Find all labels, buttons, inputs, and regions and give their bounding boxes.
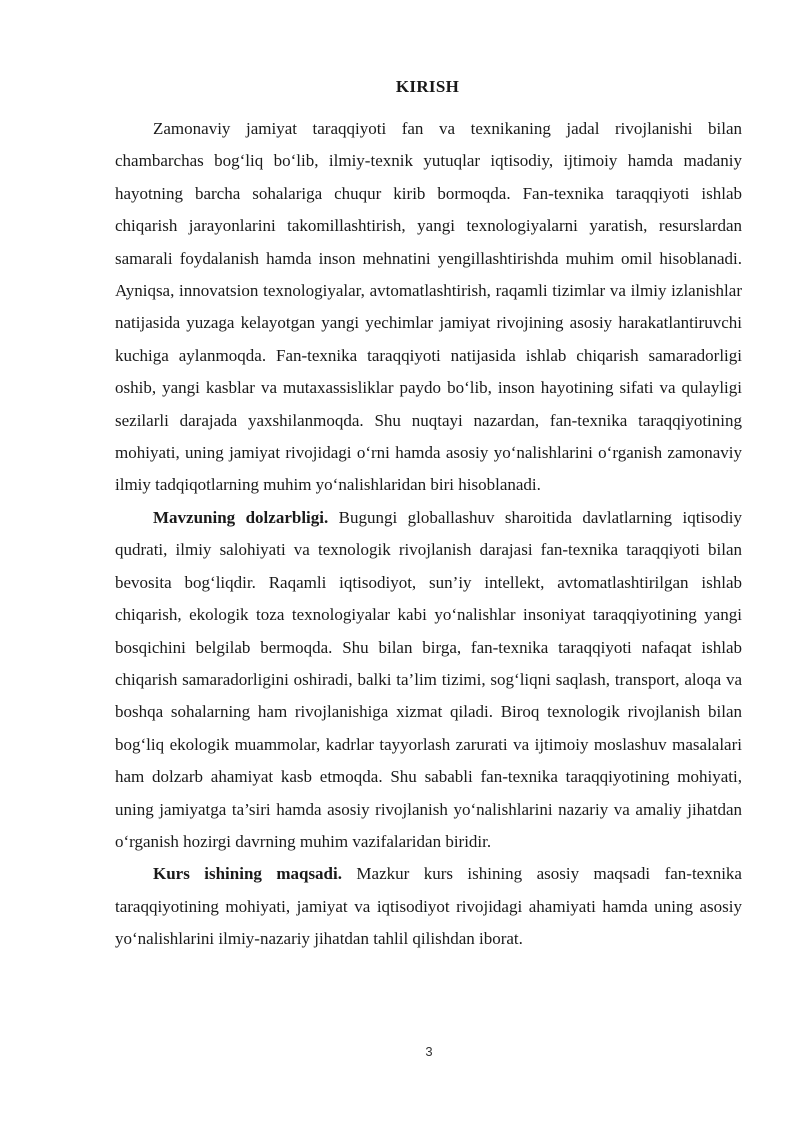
purpose-heading: Kurs ishining maqsadi. <box>153 864 342 884</box>
paragraph-relevance-text: Bugungi globallashuv sharoitida davlatlarning iqtisodiy qudrati, ilmiy salohiyati va texnologik rivojlanish darajasi fan-texnika taraqqiyoti bilan bevosita bog‘liqdir. Raqamli iqtisodiyot, sun’iy intellekt, avtomatlashtirilgan ishlab chiqarish, ekologik toza texnologiyalar kabi yo‘nalishlar insoniyat taraqqiyotining yangi bosqichini belgilab bermoqda. Shu bilan birga, fan-texnika taraqqiyoti nafaqat ishlab chiqarish samaradorligini oshiradi, balki ta’lim tizimi, sog‘liqni saqlash, transport, aloqa va boshqa sohalarning ham rivojlanishiga xizmat qiladi. Biroq texnologik rivojlanish bilan bog‘liq ekologik muammolar, kadrlar tayyorlash zarurati va ijtimoiy moslashuv masalalari ham dolzarb ahamiyat kasb etmoqda. Shu sababli fan-texnika taraqqiyotining mohiyati, uning jamiyatga ta’siri hamda asosiy rivojlanish yo‘nalishlarini nazariy va amaliy jihatdan o‘rganish hozirgi davrning muhim vazifalaridan biridir. <box>115 507 742 851</box>
relevance-heading: Mavzuning dolzarbligi. <box>153 507 329 527</box>
paragraph-intro <box>115 113 742 502</box>
document-body <box>115 113 742 956</box>
paragraph-intro-text: Zamonaviy jamiyat taraqqiyoti fan va texnikaning jadal rivojlanishi bilan chambarchas bog‘liq bo‘lib, ilmiy-texnik yutuqlar iqtisodiy, ijtimoiy hamda madaniy hayotning barcha sohalariga chuqur kirib bormoqda. Fan-texnika taraqqiyoti ishlab chiqarish jarayonlarini takomillashtirish, yangi texnologiyalarni yaratish, resurslardan samarali foydalanish hamda inson mehnatini yengillashtirishda muhim omil hisoblanadi. Ayniqsa, innovatsion texnologiyalar, avtomatlashtirish, raqamli tizimlar va ilmiy izlanishlar natijasida yuzaga kelayotgan yangi yechimlar jamiyat rivojining asosiy harakatlantiruvchi kuchiga aylanmoqda. Fan-texnika taraqqiyoti natijasida ishlab chiqarish samaradorligi oshib, yangi kasblar va mutaxassisliklar paydo bo‘lib, inson hayotining sifati va qulayligi sezilarli darajada yaxshilanmoqda. Shu nuqtayi nazardan, fan-texnika taraqqiyotining mohiyati, uning jamiyat rivojidagi o‘rni hamda asosiy yo‘nalishlarini o‘rganish zamonaviy ilmiy tadqiqotlarning muhim yo‘nalishlaridan biri hisoblanadi. <box>115 119 742 495</box>
paragraph-relevance <box>115 502 742 858</box>
page-number: 3 <box>425 1044 433 1059</box>
page-title: KIRISH <box>395 77 460 96</box>
paragraph-purpose <box>115 858 742 955</box>
paragraph-purpose-text: Mazkur kurs ishining asosiy maqsadi fan-texnika taraqqiyotining mohiyati, jamiyat va iqtisodiyot rivojidagi ahamiyati hamda uning asosiy yo‘nalishlarini ilmiy-nazariy jihatdan tahlil qilishdan iborat. <box>115 864 742 949</box>
